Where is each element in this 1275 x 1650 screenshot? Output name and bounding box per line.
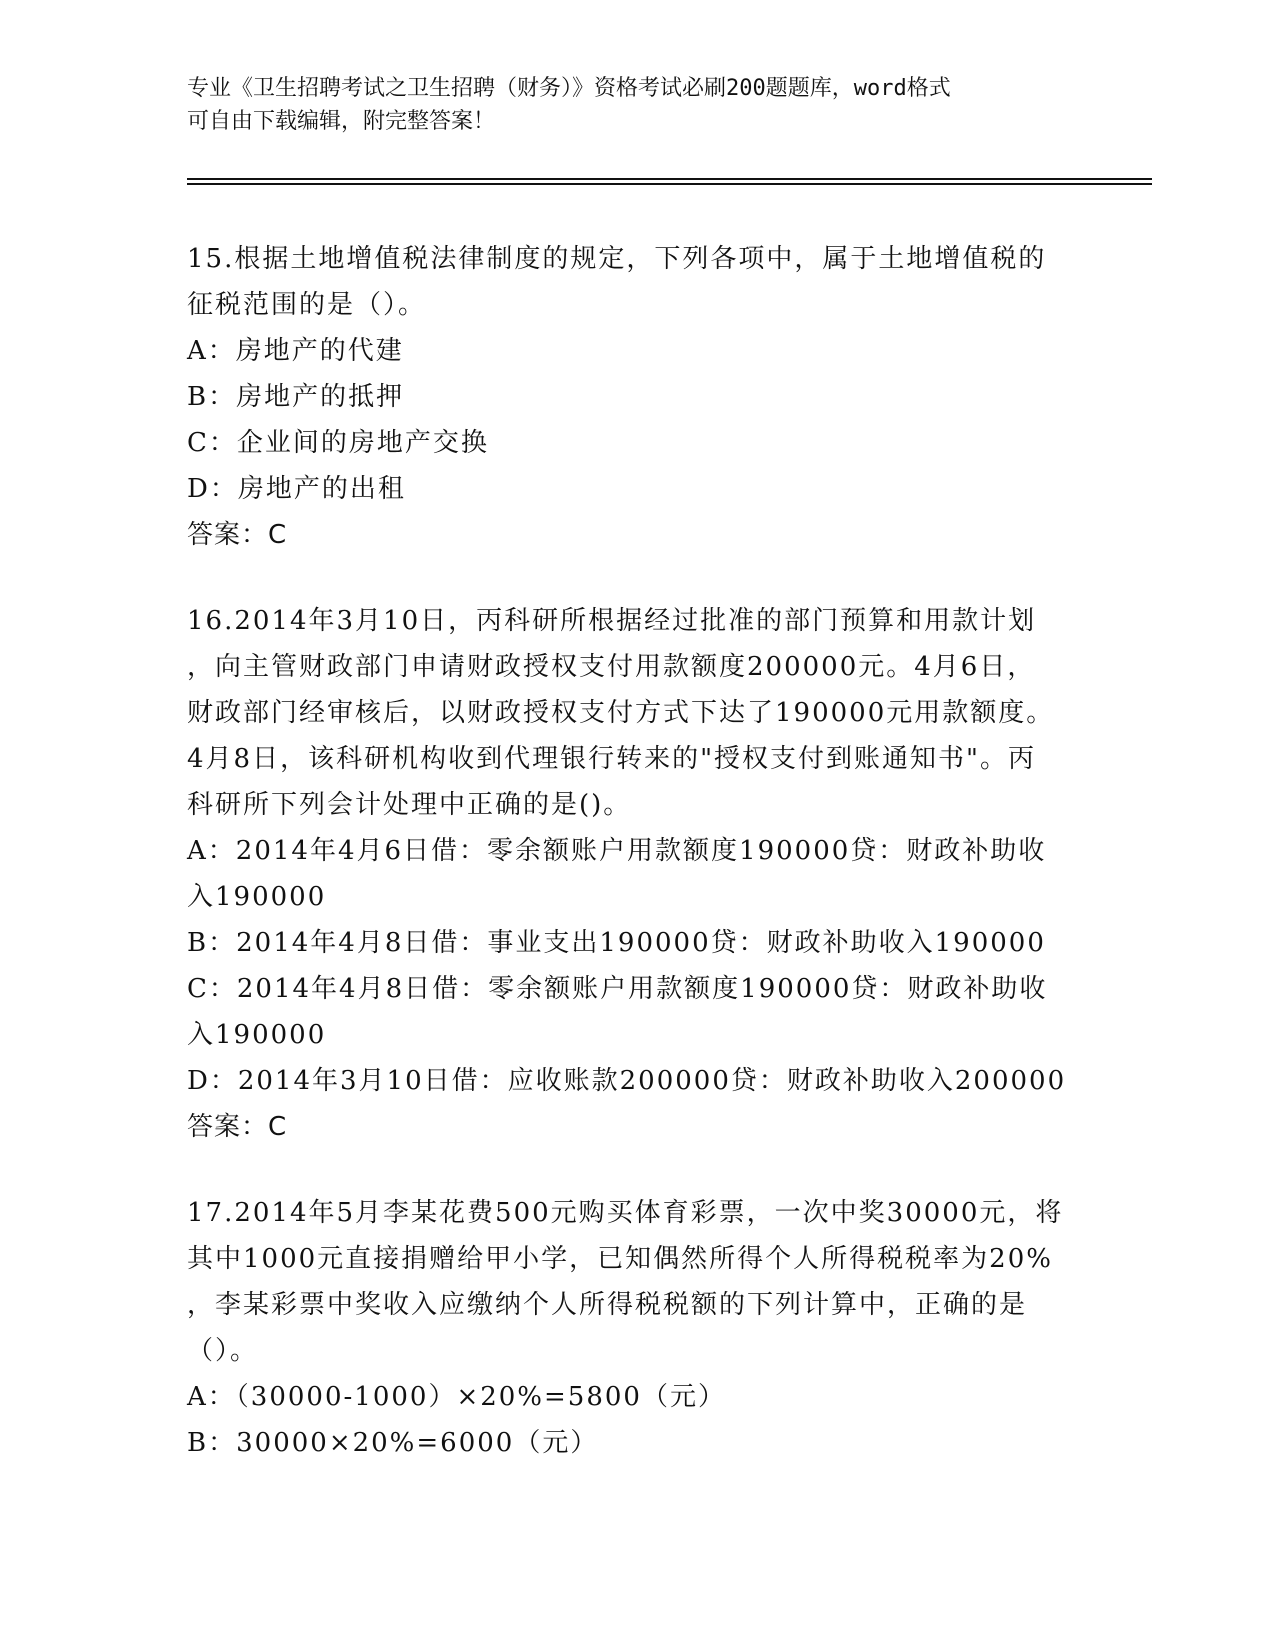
question-text-line: 征税范围的是（）。	[187, 290, 427, 320]
document-header	[187, 72, 1067, 138]
option-b: B：30000×20%=6000（元）	[187, 1428, 599, 1458]
option-a: A：房地产的代建	[187, 336, 404, 366]
option-c-continued: 入190000	[187, 1020, 327, 1050]
option-a: A：（30000-1000）×20%=5800（元）	[187, 1382, 726, 1412]
header-line-2: 可自由下载编辑，附完整答案！	[187, 109, 496, 134]
option-a-continued: 入190000	[187, 882, 327, 912]
answer: 答案：C	[187, 1112, 288, 1142]
question-text-line: ，李某彩票中奖收入应缴纳个人所得税税额的下列计算中，正确的是	[187, 1290, 1028, 1320]
question-17	[187, 1190, 1087, 1466]
option-a: A：2014年4月6日借：零余额账户用款额度190000贷：财政补助收	[187, 836, 1047, 866]
question-text-line: 15.根据土地增值税法律制度的规定，下列各项中，属于土地增值税的	[187, 244, 1047, 274]
question-16	[187, 598, 1087, 1150]
question-text-line: ，向主管财政部门申请财政授权支付用款额度200000元。4月6日，	[187, 652, 1036, 682]
question-text-line: 17.2014年5月李某花费500元购买体育彩票，一次中奖30000元，将	[187, 1198, 1064, 1228]
header-line-1: 专业《卫生招聘考试之卫生招聘（财务）》资格考试必刷200题题库，word格式	[187, 76, 951, 101]
spacer	[187, 1150, 1087, 1190]
question-text-line: 科研所下列会计处理中正确的是()。	[187, 790, 632, 820]
option-b: B：2014年4月8日借：事业支出190000贷：财政补助收入190000	[187, 928, 1046, 958]
header-rule-bottom	[187, 183, 1152, 185]
option-d: D：2014年3月10日借：应收账款200000贷：财政补助收入200000	[187, 1066, 1067, 1096]
question-list	[187, 236, 1087, 1466]
option-c: C：企业间的房地产交换	[187, 428, 489, 458]
question-15	[187, 236, 1087, 558]
question-text-line: 4月8日，该科研机构收到代理银行转来的"授权支付到账通知书"。丙	[187, 744, 1037, 774]
question-text-line: （）。	[187, 1336, 259, 1366]
question-text-line: 财政部门经审核后，以财政授权支付方式下达了190000元用款额度。	[187, 698, 1055, 728]
option-d: D：房地产的出租	[187, 474, 406, 504]
header-rule-top	[187, 178, 1152, 180]
spacer	[187, 558, 1087, 598]
option-b: B：房地产的抵押	[187, 382, 405, 412]
answer: 答案：C	[187, 520, 288, 550]
option-c: C：2014年4月8日借：零余额账户用款额度190000贷：财政补助收	[187, 974, 1048, 1004]
question-text-line: 16.2014年3月10日，丙科研所根据经过批准的部门预算和用款计划	[187, 606, 1037, 636]
question-text-line: 其中1000元直接捐赠给甲小学，已知偶然所得个人所得税税率为20%	[187, 1244, 1053, 1274]
